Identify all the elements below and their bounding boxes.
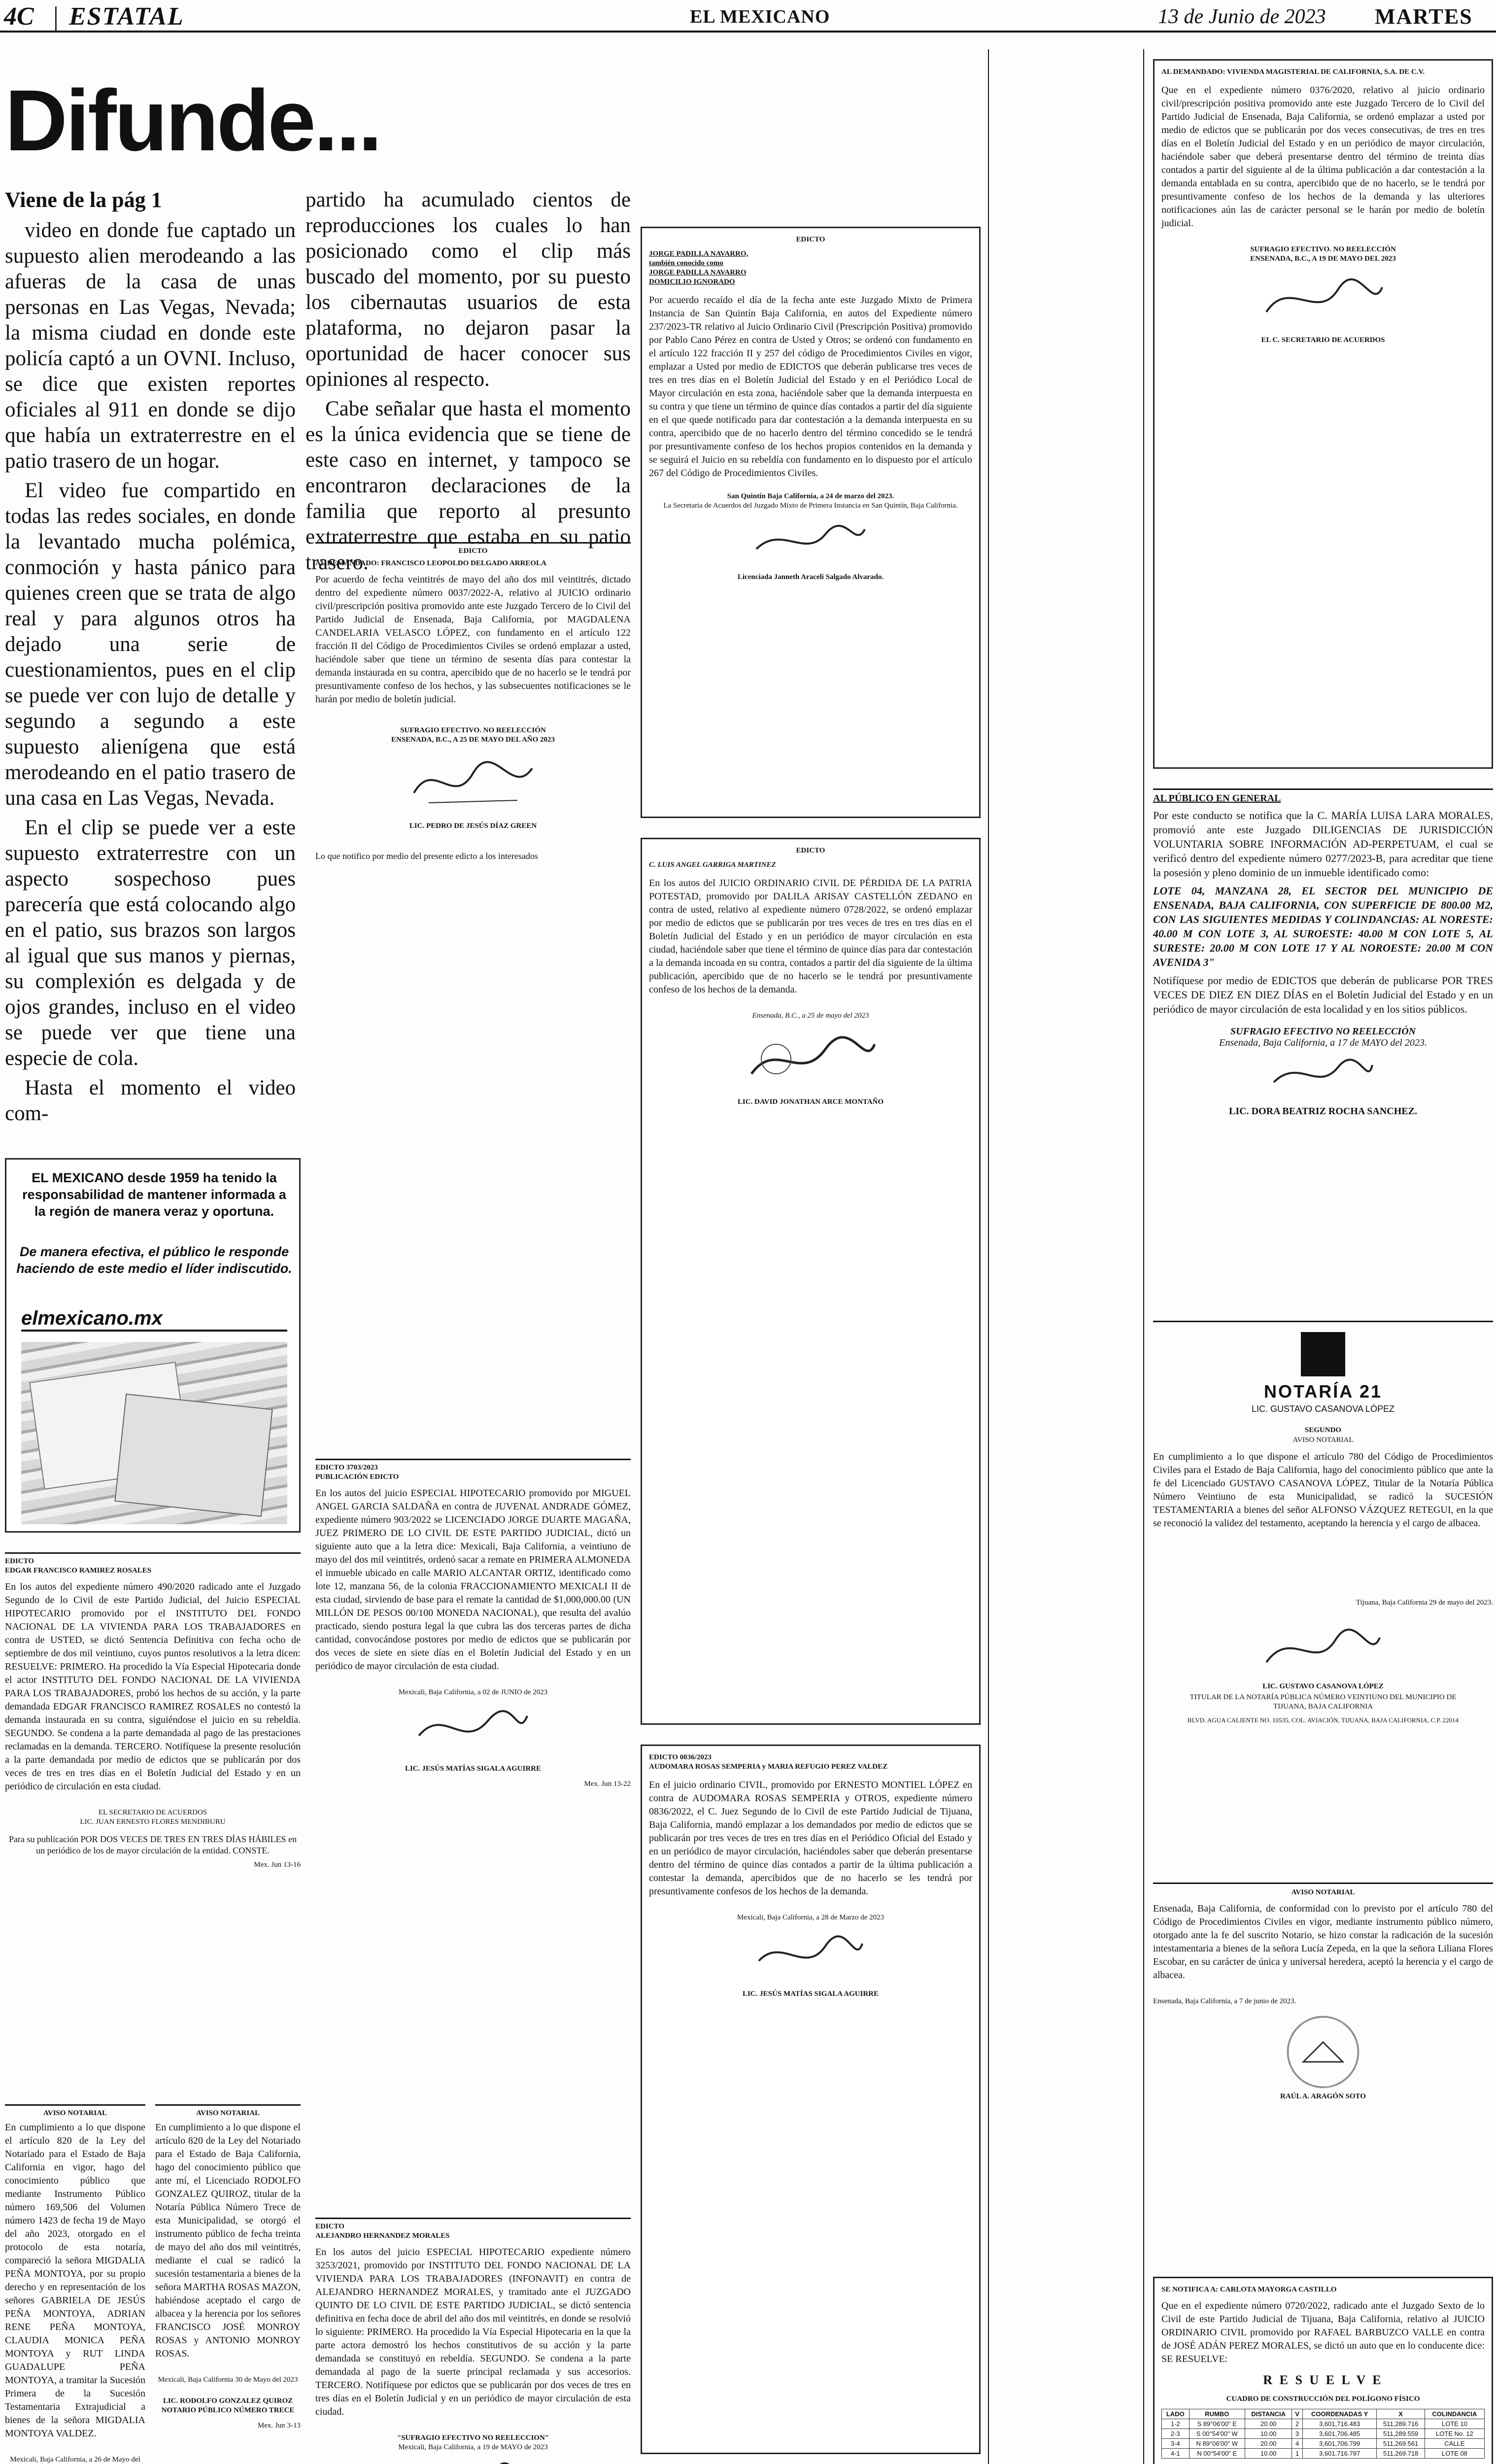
th-v: V (1292, 2409, 1302, 2419)
edicto-vivienda-place: ENSENADA, B.C., A 19 DE MAYO DEL 2023 (1250, 255, 1396, 263)
story-headline: Difunde... (5, 72, 380, 169)
th-coord-x: X (1377, 2409, 1425, 2419)
aviso-notarial-2-signer-2: NOTARIO PÚBLICO NÚMERO TRECE (161, 2406, 295, 2414)
edicto-ramirez-date: Mex. Jun 13-16 (254, 1861, 301, 1869)
notaria-role: TITULAR DE LA NOTARÍA PÚBLICA NÚMERO VEINTIUNO DEL MUNICIPIO DE TIJUANA, BAJA CALIFORNIA (1190, 1693, 1457, 1711)
edicto-remate (315, 1459, 631, 2198)
notaria-signer: LIC. GUSTAVO CASANOVA LÓPEZ (1262, 1682, 1384, 1690)
edicto-vivienda-body: Que en el expediente número 0376/2020, relativo al juicio ordinario civil/prescripción positiva promovido ante este Juzgado Tercero de lo Civil del Partido Judicial de Ensenada, Baja California, se ordenó emplazar a usted por medio de edictos que se publicarán por dos veces consecutivas, de tres en tres días en el Boletín Judicial del Estado y en un periódico de mayor circulación, haciéndole saber que deberá presentarse dentro del término de treinta días contados a partir del siguiente al de la última publicación a dar contestación a la demanda entablada en su contra, apercibido que de no hacerlo, se le tendrá por presuntivamente confeso de los hechos de la demanda y las ulteriores notificaciones aún las de carácter personal se le harán por medio de boletín judicial. (1161, 85, 1485, 229)
aviso-notarial-2 (155, 2104, 301, 2464)
edicto-alejandro-body: En los autos del juicio ESPECIAL HIPOTECARIO expediente número 3253/2021, promovido por INSTITUTO DEL FONDO NACIONAL DE LA VIVIENDA PARA LOS TRABAJADORES (INFONAVIT) en contra de ALEJANDRO HERNANDEZ MORALES, y tramitado ante el JUZGADO QUINTO DE LO CIVIL DE ESTE PARTIDO JUDICIAL, se dictó sentencia definitiva en fecha doce de abril del año dos mil veintitrés, en donde se resolvió lo siguiente: PRIMERO. Ha procedido la Vía Especial Hipotecaria en la que la parte actora demostró los hechos constitutivos de su acción y la parte demandada se constituyó en rebeldía. SEGUNDO. Se condena a la parte demandada al pago de la suerte principal reclamada y sus accesorios. TERCERO. Notifíquese por edictos que se publicarán por dos veces de tres en tres días en el Boletín Judicial y en un periódico de mayor circulación de esta ciudad. (315, 2247, 631, 2417)
edicto-ramirez-footer: Para su publicación POR DOS VECES DE TRES EN TRES DÍAS HÁBILES en un periódico de los de mayor circulación de la entidad. CONSTE. (8, 1834, 297, 1855)
story-para-4: Hasta el momento el video com- (5, 1076, 296, 1125)
edicto-rosas-signer: LIC. JESÚS MATÍAS SIGALA AGUIRRE (742, 1990, 879, 1998)
signature-publico (1269, 1058, 1377, 1097)
issue-weekday: MARTES (1375, 4, 1473, 29)
notice-publico-body: Por este conducto se notifica que la C. MARÍA LUISA LARA MORALES, promovió ante este Juzgado DILIGENCIAS DE JURISDICCIÓN VOLUNTARIA SOBRE INFORMACIÓN AD-PERPETUAM, el cual se verificó dentro del expediente número 0277/2023-B, para acreditar que tiene la posesión y pleno dominio de un inmueble identificado como: (1153, 809, 1493, 879)
edicto-remate-header: EDICTO 3703/2023 (315, 1464, 378, 1472)
table-row (1162, 2439, 1485, 2449)
signature-alejandro (414, 2461, 532, 2464)
aviso-notarial-2-place: Mexicali, Baja California 30 de Mayo del 2023 (158, 2376, 298, 2384)
table-cell: 3,601,706.799 (1302, 2439, 1377, 2449)
edicto-carlota-body: Que en el expediente número 0720/2022, radicado ante el Juzgado Sexto de lo Civil de este Partido Judicial de Tijuana, Baja California, relativo al JUICIO ORDINARIO CIVIL promovido por RAFAEL BARBUZCO VALLE en contra de JOSÉ ADÁN PEREZ MORALES, se dictó un auto que en lo conducente dice: SE RESUELVE: (1161, 2300, 1485, 2364)
aviso-aragon-place: Ensenada, Baja California, a 7 de junio de 2023. (1153, 1997, 1296, 2005)
edicto-rosas (641, 1745, 981, 2454)
aviso-aragon-signer: RAÚL A. ARAGÓN SOTO (1280, 2092, 1366, 2100)
notice-publico-note: Notifíquese por medio de EDICTOS que deberán de publicarse POR TRES VECES DE DIEZ EN DIEZ DÍAS en el Boletín Judicial del Estado y en un periódico de mayor circulación de esta localidad y en los sitios públicos. (1153, 974, 1493, 1015)
promo-logo: elmexicano.mx (21, 1307, 287, 1332)
edicto-rosas-header: EDICTO 0036/2023 (649, 1753, 712, 1761)
edicto-alejandro-header: ALEJANDRO HERNANDEZ MORALES (315, 2232, 450, 2240)
coordinates-table-head (1162, 2409, 1485, 2419)
section-name: ESTATAL (69, 2, 184, 31)
notaria-lic: LIC. GUSTAVO CASANOVA LÓPEZ (1251, 1404, 1395, 1414)
edicto-ramirez-signer-2: LIC. JUAN ERNESTO FLORES MENDIBURU (80, 1818, 226, 1826)
signature-vivienda (1259, 273, 1387, 327)
aviso-aragon-body: Ensenada, Baja California, de conformidad con lo previsto por el artículo 780 del Código de Procedimientos Civiles en vigor, mediante instrumento público número, otorgado ante la fe del suscrito Notario, se hizo constar la radicación de la sucesión intestamentaria a bienes de la señora Lucía Zepeda, en la que la señora Liliana Flores Escobar, en su carácter de única y universal heredera, aceptó la herencia y el cargo de albacea. (1153, 1903, 1493, 1981)
aviso-notarial-1-title: AVISO NOTARIAL (43, 2109, 107, 2117)
aviso-notarial-aragon (1153, 1882, 1493, 2257)
edicto-leopoldo-title: EDICTO (458, 547, 488, 555)
table-cell: 2 (1292, 2419, 1302, 2429)
edicto-leopoldo-body: Por acuerdo de fecha veintitrés de mayo del año dos mil veintitrés, dictado dentro del expediente número 0037/2022-A, relativo al JUICIO ordinario civil/prescripción positiva promovido ante este Juzgado Tercero de lo Civil del Partido Judicial de Ensenada, Baja California, por MAGDALENA CANDELARIA VELASCO LÓPEZ, con fundamento en el artículo 122 fracción II del Código de Procedimientos Civiles se ordenó emplazar a usted, haciéndole saber que tiene un término de sesenta días para contestar la demanda instaurada en su contra, apercibido que de no hacerlo se le tendrá por presuntivamente confeso de los hechos, y las subsecuentes notificaciones se le harán por medio de boletín judicial. (315, 574, 631, 705)
edicto-rosas-place: Mexicali, Baja California, a 28 de Marzo de 2023 (737, 1914, 884, 1921)
table-cell: 3,601,716.483 (1302, 2419, 1377, 2429)
aviso-notarial-2-signer-1: LIC. RODOLFO GONZALEZ QUIROZ (163, 2397, 293, 2405)
table-cell: 511,289.559 (1377, 2429, 1425, 2439)
table-row (1162, 2449, 1485, 2459)
th-lado: LADO (1162, 2409, 1190, 2419)
edicto-padilla-title: EDICTO (796, 236, 825, 243)
edicto-garriga-body: En los autos del JUICIO ORDINARIO CIVIL DE PÉRDIDA DE LA PATRIA POTESTAD, promovido por DALILA ARISAY CASTELLÓN ZEDANO en contra de usted, relativo al expediente número 0728/2022, se ordenó emplazar por medio de edictos que se publicarán por tres veces de tres en tres días en el Boletín Judicial del Estado y en un periódico de mayor circulación en esta ciudad, haciéndole saber que tiene el término de quince días para dar contestación a la demanda incoada en su contra, contados a partir del día siguiente de la última publicación, apercibido que de no hacerlo se le tendrá por presuntivamente confeso de los hechos de la demanda. (649, 878, 972, 995)
signature-garriga (742, 1029, 880, 1089)
edicto-remate-sub: PUBLICACIÓN EDICTO (315, 1473, 399, 1481)
notaria-place: Tijuana, Baja California 29 de mayo del 2023. (1356, 1599, 1493, 1607)
table-cell: CALLE (1425, 2439, 1484, 2449)
issue-date: 13 de Junio de 2023 (1158, 5, 1326, 28)
edicto-leopoldo (315, 542, 631, 1439)
edicto-alejandro-title: EDICTO (315, 2223, 344, 2230)
table-cell: 511,269.561 (1377, 2439, 1425, 2449)
notice-publico-signer: LIC. DORA BEATRIZ ROCHA SANCHEZ. (1229, 1106, 1417, 1117)
edicto-remate-signer: LIC. JESÚS MATÍAS SIGALA AGUIRRE (405, 1765, 542, 1773)
aviso-notarial-1 (5, 2104, 145, 2464)
signature-padilla (751, 519, 870, 564)
edicto-padilla (641, 227, 981, 818)
edicto-alejandro-place: Mexicali, Baja California, a 19 de MAYO de 2023 (398, 2443, 548, 2451)
aviso-notarial-1-place: Mexicali, Baja California, a 26 de Mayo del (10, 2456, 140, 2464)
edicto-alejandro (315, 2218, 631, 2464)
masthead (0, 0, 1496, 33)
notaria-body: En cumplimiento a lo que dispone el artículo 780 del Código de Procedimientos Civiles para el Estado de Baja California, hago del conocimiento público que ante la fe del Licenciado GUSTAVO CASANOVA LÓPEZ, Titular de la Notaría Pública Número Veintiuno de esta Municipalidad, se radicó la SUCESIÓN TESTAMENTARIA a bienes del señor ALFONSO VÁZQUEZ RETEGUI, en la que se reconoció la validez del testamento, aceptando la herencia y el cargo de albacea. (1153, 1451, 1493, 1529)
aviso-notarial-2-date: Mex. Jun 3-13 (257, 2422, 301, 2430)
table-cell: 511,269.718 (1377, 2449, 1425, 2459)
edicto-leopoldo-signer: LIC. PEDRO DE JESÚS DÍAZ GREEN (409, 822, 537, 830)
paper-name: EL MEXICANO (690, 6, 830, 27)
edicto-vivienda (1153, 59, 1493, 769)
edicto-remate-body: En los autos del juicio ESPECIAL HIPOTECARIO promovido por MIGUEL ANGEL GARCIA SALDAÑA en contra de JUVENAL ANDRADE GÓMEZ, expediente número 903/2022 se LICENCIADO JORGE DUARTE MAGAÑA, JUEZ PRIMERO DE LO CIVIL DE ESTE PARTIDO JUDICIAL, dictó un siguiente auto que a la letra dice: Mexicali, Baja California, a veintiuno de mayo del dos mil veintitrés, ordenó sacar a remate en PRIMERA ALMONEDA el inmueble ubicado en calle MARIO ALCANTAR ORTIZ, identificado como lote 12, manzana 56, de la colonia FRACCIONAMIENTO MEXICALI II de esta ciudad, sirviendo de base para el remate la cantidad de $1,000,000.00 (UN MILLÓN DE PESOS 00/100 MONEDA NACIONAL), que resulta del avalúo practicado, siendo postura legal la que cubra las dos terceras partes de dicha cantidad, convocándose postores por medio de edictos que se publicarán por dos veces de siete en siete días en el Boletín Judicial del Estado y en un periódico de mayor circulación de esta ciudad. (315, 1488, 631, 1672)
table-cell: S 89°06'00" E (1189, 2419, 1245, 2429)
edicto-garriga-signer: LIC. DAVID JONATHAN ARCE MONTAÑO (737, 1098, 884, 1106)
notaria-logo-text: NOTARÍA 21 (1263, 1381, 1383, 1402)
column-rule (988, 49, 989, 2464)
edicto-padilla-signer: Licenciada Janneth Araceli Salgado Alvarado. (737, 573, 884, 581)
edicto-garriga (641, 838, 981, 1725)
signature-leopoldo (409, 753, 537, 813)
story-subhead: Viene de la pág 1 (5, 188, 162, 212)
table-cell: 3,601,716.797 (1302, 2449, 1377, 2459)
th-distancia: DISTANCIA (1245, 2409, 1292, 2419)
edicto-carlota-resuelve: R E S U E L V E (1263, 2373, 1383, 2387)
table-cell: 1-2 (1162, 2419, 1190, 2429)
edicto-rosas-body: En el juicio ordinario CIVIL, promovido por ERNESTO MONTIEL LÓPEZ en contra de AUDOMARA ROSAS SEMPERIA y OTROS, expediente número 0836/2022, el C. Juez Segundo de lo Civil de este Partido Judicial de Tijuana, Baja California, mandó emplazar a los demandados por medio de edictos que se publicarán por tres veces de tres en tres días en el Periódico Oficial del Estado y en un periódico de mayor circulación, haciéndoles saber que deberán presentarse dentro del término de quince días contados a partir de la última publicación a contestar la demanda, apercibidos que de no hacerlo se les tendrá por presuntivamente confesos de los hechos de la demanda. (649, 1780, 972, 1897)
promo-line-2: De manera efectiva, el público le responde haciendo de este medio el líder indiscutido. (16, 1244, 292, 1276)
aviso-notarial-2-body: En cumplimiento a lo que dispone el artículo 820 de la Ley del Notariado para el Estado de Baja California, hago del conocimiento público que ante mí, el Licenciado RODOLFO GONZALEZ QUIROZ, titular de la Notaría Pública Número Trece de esta Municipalidad, se otorgó el instrumento público de fecha treinta de mayo del año dos mil veintitrés, mediante el cual se radicó la sucesión testamentaria a bienes de la señora MARTHA ROSAS MAZON, habiéndose aceptado el cargo de albacea y la herencia por los señores FRANCISCO JOSÉ MONROY ROSAS y ANTONIO MONROY ROSAS. (155, 2122, 301, 2359)
table-cell: N 00°54'00" E (1189, 2449, 1245, 2459)
notaria-21 (1153, 1321, 1493, 1863)
aviso-aragon-title: AVISO NOTARIAL (1291, 1888, 1355, 1896)
table-cell: 3-4 (1162, 2439, 1190, 2449)
edicto-leopoldo-slogan: SUFRAGIO EFECTIVO. NO REELECCIÓN (400, 726, 546, 734)
story-para-3: En el clip se puede ver a este supuesto extraterrestre con un aspecto sospechoso pues parecería que está colocando algo en el patio, sus brazos son largos al igual que sus manos y piernas, su complexión es delgada y de ojos grandes, incluso en el video se puede ver que tiene una especie de cola. (5, 816, 296, 1070)
table-cell: LOTE 10 (1425, 2419, 1484, 2429)
edicto-ramirez-body: En los autos del expediente número 490/2020 radicado ante el Juzgado Segundo de lo Civil de este Partido Judicial, del Juicio ESPECIAL HIPOTECARIO promovido por el INSTITUTO DEL FONDO NACIONAL DE LA VIVIENDA PARA LOS TRABAJADORES en contra de USTED, se dictó Sentencia Definitiva con fecha ocho de septiembre de dos mil veintiuno, cuyos puntos resolutivos a la letra dicen: RESUELVE: PRIMERO. Ha procedido la Vía Especial Hipotecaria donde el actor INSTITUTO DEL FONDO NACIONAL DE LA VIVIENDA PARA LOS TRABAJADORES, probó los hechos de su acción, y la parte demandada EDGAR FRANCISCO RAMIREZ ROSALES no contestó la demanda instaurada en su contra, siguiéndose el juicio en su rebeldía. SEGUNDO. Se condena a la parte demandada al pago de las prestaciones reclamadas en la demanda. TERCERO. Notifíquese la presente resolución a la parte demandada por medio de edictos que se publicarán por dos veces de tres en tres días en el Boletín Judicial del Estado y en un periódico de circulación en esta ciudad. (5, 1581, 301, 1792)
coordinates-table (1161, 2409, 1485, 2459)
promo-line-1: EL MEXICANO desde 1959 ha tenido la responsabilidad de mantener informada a la región de manera veraz y oportuna. (22, 1170, 286, 1219)
signature-rosas (751, 1931, 870, 1981)
table-cell: 3 (1292, 2429, 1302, 2439)
edicto-padilla-party-1: JORGE PADILLA NAVARRO, (649, 250, 748, 258)
story-col-1 (5, 187, 296, 1148)
column-rule (1143, 49, 1144, 2464)
edicto-carlota (1153, 2277, 1493, 2464)
notice-publico-lot: LOTE 04, MANZANA 28, EL SECTOR DEL MUNICIPIO DE ENSENADA, BAJA CALIFORNIA, CON SUPERFICIE DE 800.00 M2, CON LAS SIGUIENTES MEDIDAS Y COLINDANCIAS: AL NORESTE: 40.00 M CON LOTE 3, AL SUROESTE: 40.00 M CON LOTE 5, AL SURESTE: 20.00 M CON LOTE 17 Y AL NOROESTE: 20.00 M CON AVENIDA 3" (1153, 885, 1493, 968)
th-coord-y: COORDENADAS Y (1302, 2409, 1377, 2419)
table-cell: 4 (1292, 2439, 1302, 2449)
notice-publico-slogan: SUFRAGIO EFECTIVO NO REELECCIÓN (1230, 1026, 1416, 1037)
edicto-leopoldo-header: AL DEMANDADO: FRANCISCO LEOPOLDO DELGADO ARREOLA (315, 559, 546, 567)
table-cell: 20.00 (1245, 2439, 1292, 2449)
signature-notaria (1261, 1623, 1385, 1677)
edicto-padilla-party-4: DOMICILIO IGNORADO (649, 278, 735, 286)
edicto-padilla-body: Por acuerdo recaído el día de la fecha ante este Juzgado Mixto de Primera Instancia de San Quintín Baja California, en autos del Expediente número 237/2023-TR relativo al Juicio Ordinario Civil (Prescripción Positiva) promovido por Pablo Cano Pérez en contra de Usted y Otros; se ordenó con fundamento en el artículo 122 fracción II y 257 del código de Procedimientos Civiles en vigor, emplazar a Usted por medio de EDICTOS que deberán publicarse tres veces de tres en tres días en el Boletín Judicial del Estado y en el Periódico Local de Mayor circulación en esta zona, haciéndole saber que la demanda interpuesta en su contra y que tiene un término de quince días contados a partir del día siguiente en el que quede notificado para dar contestación a la demanda interpuesta en su contra, apercibido que de no hacerlo dentro del término concedido se le tendrá por presuntivamente confeso de los hechos propios contenidos en la demanda y se seguirá el Juicio en su rebeldía con fundamento en lo dispuesto por el artículo 267 del Código de Procedimientos Civiles. (649, 295, 972, 479)
seal-emblem-icon (1298, 2037, 1348, 2067)
table-cell: 3,601,706.485 (1302, 2429, 1377, 2439)
edicto-remate-place: Mexicali, Baja California, a 02 de JUNIO de 2023 (398, 1688, 548, 1696)
table-row (1162, 2429, 1485, 2439)
edicto-rosas-to: AUDOMARA ROSAS SEMPERIA y MARIA REFUGIO PEREZ VALDEZ (649, 1763, 888, 1771)
edicto-padilla-closing: San Quintín Baja California, a 24 de marzo del 2023. (727, 492, 894, 500)
th-colindancia: COLINDANCIA (1425, 2409, 1484, 2419)
newspaper-sheet-2 (114, 1394, 272, 1517)
table-cell: 2-3 (1162, 2429, 1190, 2439)
edicto-ramirez (5, 1552, 301, 2085)
edicto-vivienda-slogan: SUFRAGIO EFECTIVO. NO REELECCIÓN (1250, 245, 1396, 253)
edicto-carlota-header: SE NOTIFICA A: CARLOTA MAYORGA CASTILLO (1161, 2286, 1337, 2293)
notary-seal-stamp (1287, 2016, 1359, 2088)
edicto-padilla-closing-2: La Secretaria de Acuerdos del Juzgado Mixto de Primera Instancia en San Quintín, Baja California. (663, 502, 958, 510)
edicto-ramirez-title: EDICTO (5, 1557, 34, 1565)
story-para-6: Cabe señalar que hasta el momento es la única evidencia que se tiene de este caso en internet, y tampoco se encontraron declaraciones de la familia que reporto al presunto extraterrestre que estaba en su patio trasero. (306, 397, 631, 574)
edicto-garriga-header: C. LUIS ANGEL GARRIGA MARTINEZ (649, 861, 776, 869)
promo-box (5, 1158, 301, 1533)
notice-publico-place: Ensenada, Baja California, a 17 de MAYO del 2023. (1219, 1037, 1427, 1048)
table-cell: LOTE 08 (1425, 2449, 1484, 2459)
table-cell: S 00°54'00" W (1189, 2429, 1245, 2439)
table-row (1162, 2419, 1485, 2429)
edicto-vivienda-header: AL DEMANDADO: VIVIENDA MAGISTERIAL DE CALIFORNIA, S.A. DE C.V. (1161, 68, 1425, 76)
notaria-kind: SEGUNDO (1304, 1426, 1342, 1434)
edicto-garriga-place: Ensenada, B.C., a 25 de mayo del 2023 (752, 1012, 869, 1020)
edicto-ramirez-header: EDGAR FRANCISCO RAMIREZ ROSALES (5, 1567, 152, 1574)
edicto-vivienda-signer: EL C. SECRETARIO DE ACUERDOS (1261, 336, 1385, 344)
notice-publico-title: AL PÚBLICO EN GENERAL (1153, 793, 1281, 804)
page-number: 4C (4, 2, 34, 31)
aviso-notarial-1-body: En cumplimiento a lo que dispone el artículo 820 de la Ley del Notariado para el Estado de Baja California en vigor, hago del conocimiento público que mediante Instrumento Público número 169,506 del Volumen número 1423 de fecha 19 de Mayo del año 2023, otorgado en el protocolo de esta notaría, compareció la señora MIGDALIA PEÑA MONTOYA, por su propio derecho y en representación de los señores GABRIELA DE JESÚS PEÑA MONTOYA, ADRIAN RENE PEÑA MONTOYA, CLAUDIA MONICA PEÑA MONTOYA y RUT LINDA GUADALUPE PEÑA MONTOYA, a tramitar la Sucesión Primera de la Sucesión Testamentaria Extrajudicial a bienes de la señora MIGDALIA MONTOYA VALDEZ. (5, 2122, 145, 2439)
edicto-padilla-party-3: JORGE PADILLA NAVARRO (649, 269, 747, 276)
edicto-carlota-table-title: CUADRO DE CONSTRUCCIÓN DEL POLÍGONO FÍSICO (1226, 2395, 1420, 2403)
table-cell: 1 (1292, 2449, 1302, 2459)
story-para-5: partido ha acumulado cientos de reproducciones los cuales lo han posicionado como el clip más buscado del momento, por su puesto los cibernautas usuarios de esta plataforma, no dejaron pasar la oportunidad de hacer conocer sus opiniones al respecto. (306, 188, 631, 391)
table-cell: 4-1 (1162, 2449, 1190, 2459)
story-para-1: video en donde fue captado un supuesto alien merodeando a las afueras de la casa de unas personas en Las Vegas, Nevada; la misma ciudad en donde este policía captó a un OVNI. Incluso, se dice que existen reportes oficiales al 911 en donde se dijo que había un extraterrestre en el patio trasero de un hogar. (5, 219, 296, 473)
edicto-leopoldo-place: ENSENADA, B.C., A 25 DE MAYO DEL AÑO 2023 (391, 736, 555, 744)
signature-remate (414, 1706, 532, 1755)
newspaper-stack-image (21, 1342, 287, 1524)
notice-publico (1153, 788, 1493, 1301)
continuation-column (993, 59, 1138, 2464)
aviso-notarial-2-title: AVISO NOTARIAL (196, 2109, 260, 2117)
edicto-remate-date: Mex. Jun 13-22 (584, 1780, 631, 1788)
table-cell: 10.00 (1245, 2449, 1292, 2459)
edicto-garriga-title: EDICTO (796, 847, 825, 855)
edicto-padilla-party-2: también conocido como (649, 259, 723, 267)
table-cell: 511,289.716 (1377, 2419, 1425, 2429)
edicto-ramirez-signer-1: EL SECRETARIO DE ACUERDOS (98, 1809, 207, 1816)
table-cell: 20.00 (1245, 2419, 1292, 2429)
edicto-leopoldo-footer: Lo que notifico por medio del presente edicto a los interesados (315, 851, 538, 861)
story-para-2: El video fue compartido en todas las redes sociales, en donde la levantado mucha polémica, conmoción y hasta pánico para quienes creen que se trata de algo real y para algunos otros ha dejado una serie de cuestionamientos, pues en el clip se puede ver con lujo de detalle y segundo a segundo a este supuesto alienígena que está merodeando en el patio trasero de una casa en Las Vegas, Nevada. (5, 479, 296, 810)
table-cell: N 89°06'00" W (1189, 2439, 1245, 2449)
edicto-alejandro-slogan: "SUFRAGIO EFECTIVO NO REELECCION" (397, 2434, 549, 2442)
notaria-subtitle: AVISO NOTARIAL (1292, 1436, 1354, 1444)
th-rumbo: RUMBO (1189, 2409, 1245, 2419)
table-cell: 10.00 (1245, 2429, 1292, 2439)
notaria-address: BLVD. AGUA CALIENTE NO. 10535, COL. AVIACIÓN, TIJUANA, BAJA CALIFORNIA, C.P. 22014 (1187, 1716, 1459, 1724)
table-cell: LOTE No. 12 (1425, 2429, 1484, 2439)
page-sep: | (53, 1, 59, 31)
notaria-logo-mark (1301, 1332, 1345, 1376)
